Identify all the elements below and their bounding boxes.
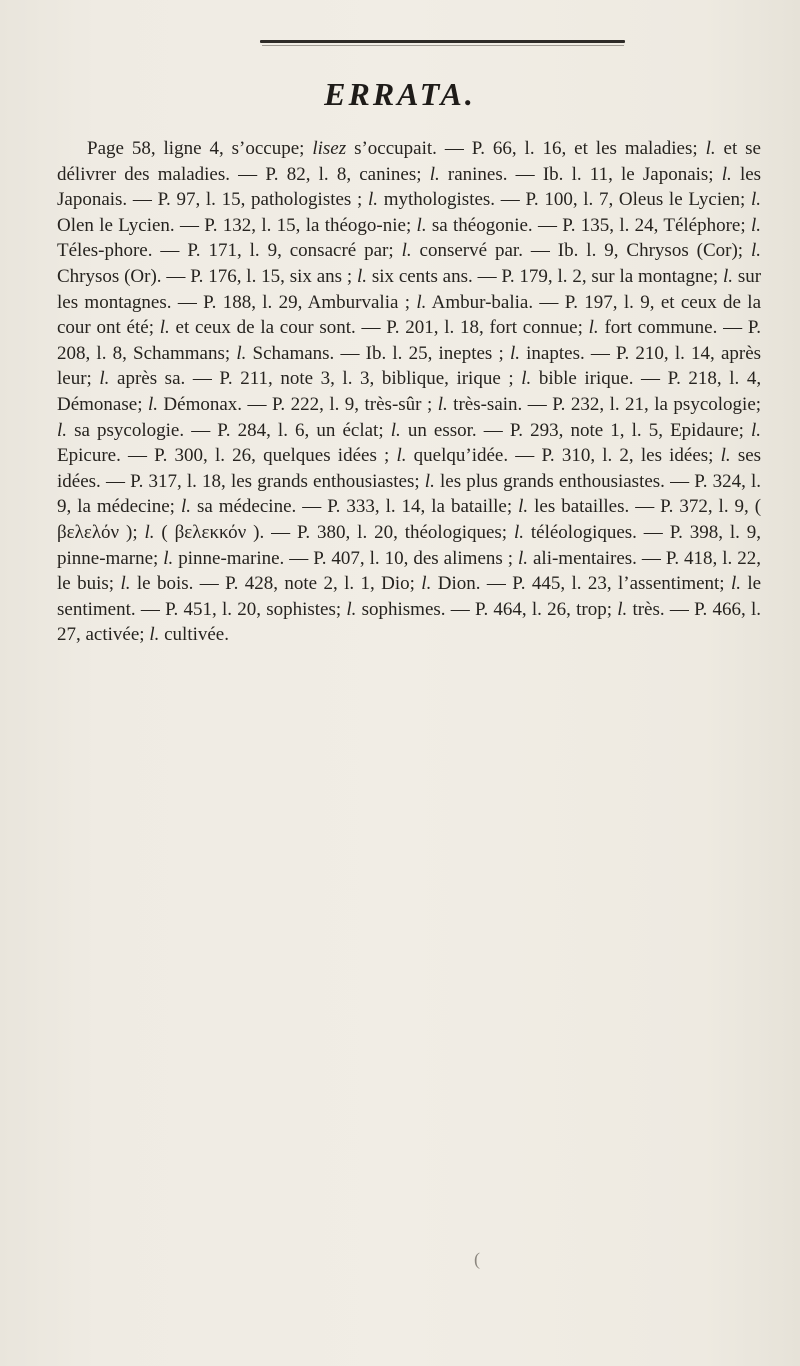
entry-reference: P. 135, l. 24, bbox=[562, 214, 659, 236]
errata-entry bbox=[162, 266, 473, 287]
entry-correction: cultivée. bbox=[164, 624, 229, 646]
entry-error: Amburvalia ; bbox=[307, 291, 411, 313]
errata-entry bbox=[284, 548, 637, 569]
entry-lisez: l. bbox=[429, 163, 440, 185]
entry-separator: — bbox=[174, 214, 205, 236]
entry-correction: le bois. bbox=[136, 573, 194, 595]
entry-reference: P. 300, l. 26, bbox=[154, 445, 256, 467]
entry-lisez: l. bbox=[720, 445, 731, 467]
entry-separator: — bbox=[185, 368, 220, 390]
errata-entry bbox=[264, 522, 637, 543]
entry-error: les grands enthousiastes; bbox=[230, 470, 420, 492]
entry-separator: — bbox=[193, 573, 226, 595]
errata-entry bbox=[193, 573, 480, 594]
entry-correction: Ambur-balia. bbox=[431, 291, 534, 313]
entry-separator: — bbox=[717, 317, 748, 339]
entry-reference: P. 428, note 2, l. 1, bbox=[225, 573, 375, 595]
entry-error: Chrysos (Cor); bbox=[626, 240, 744, 262]
entry-correction: et se délivrer des maladies. bbox=[57, 138, 761, 185]
top-rule-thin bbox=[262, 45, 624, 46]
entry-separator: — bbox=[480, 573, 513, 595]
entry-error: trop; bbox=[576, 598, 612, 620]
entry-error: six ans ; bbox=[289, 265, 353, 287]
entry-reference: Page 58, ligne 4, bbox=[87, 138, 224, 159]
entry-error: et ceux de la cour ont été; bbox=[57, 291, 762, 339]
entry-correction: bible irique. bbox=[538, 368, 634, 390]
errata-entry bbox=[230, 164, 508, 185]
entry-error: la médecine; bbox=[77, 496, 175, 518]
entry-reference: P. 407, l. 10, bbox=[313, 547, 409, 569]
entry-separator: — bbox=[436, 138, 472, 159]
entry-correction: fort commune. bbox=[604, 317, 718, 339]
entry-error: ineptes ; bbox=[438, 342, 504, 364]
entry-reference: P. 464, l. 26, bbox=[474, 598, 571, 620]
entry-lisez: l. bbox=[721, 163, 732, 185]
entry-error: les idées; bbox=[640, 445, 714, 467]
entry-separator: — bbox=[135, 598, 166, 620]
entry-separator: — bbox=[664, 598, 695, 620]
entry-separator: — bbox=[532, 214, 563, 236]
entry-correction: Epicure. bbox=[57, 445, 121, 467]
entry-correction: conservé par. bbox=[419, 240, 523, 262]
entry-error: fort connue; bbox=[489, 317, 583, 339]
entry-reference: P. 222, l. 9, bbox=[271, 393, 360, 415]
entry-reference: P. 232, l. 21, bbox=[552, 393, 649, 415]
entry-error: la théogo-nie; bbox=[305, 214, 412, 236]
errata-entry bbox=[446, 599, 665, 620]
entry-error: sur la montagne; bbox=[591, 265, 719, 287]
entry-error: le buis; bbox=[57, 573, 115, 595]
entry-correction: sa théogonie. bbox=[431, 214, 533, 236]
errata-entry bbox=[127, 189, 495, 210]
entry-correction: mythologistes. bbox=[383, 189, 496, 211]
entry-correction: Dion. bbox=[437, 573, 481, 595]
entry-lisez: l. bbox=[346, 598, 357, 620]
entry-lisez: l. bbox=[144, 521, 155, 543]
entry-reference: P. 445, l. 23, bbox=[512, 573, 612, 595]
entry-lisez: l. bbox=[236, 342, 247, 364]
top-rule bbox=[260, 40, 625, 43]
entry-lisez: l. bbox=[120, 573, 131, 595]
entry-lisez: l. bbox=[147, 393, 158, 415]
entry-error: Oleus le Lycien; bbox=[618, 189, 746, 211]
entry-separator: — bbox=[264, 521, 297, 543]
entry-error: Téléphore; bbox=[663, 214, 746, 236]
entry-correction: ali-mentaires. bbox=[532, 547, 637, 569]
entry-reference: Ib. l. 11, bbox=[542, 163, 613, 185]
entry-error: un éclat; bbox=[316, 419, 384, 441]
entry-separator: — bbox=[152, 240, 188, 262]
entry-error: activée; bbox=[85, 624, 145, 646]
entry-separator: — bbox=[242, 393, 272, 415]
entry-separator: — bbox=[472, 265, 502, 287]
entry-correction: ranines. bbox=[447, 163, 508, 185]
entry-lisez: l. bbox=[751, 189, 762, 211]
entry-error: très-sûr ; bbox=[364, 393, 433, 415]
errata-entry bbox=[121, 445, 508, 466]
entry-reference: P. 211, note 3, l. 3, bbox=[219, 368, 375, 390]
entry-error: biblique, irique ; bbox=[381, 368, 514, 390]
entry-separator: — bbox=[127, 189, 158, 211]
entry-separator: — bbox=[629, 496, 661, 518]
entry-error: la psycologie; bbox=[654, 393, 762, 415]
entry-correction: pinne-marine. bbox=[178, 547, 285, 569]
entry-error: pinne-marne; bbox=[57, 547, 159, 569]
entry-lisez: l. bbox=[180, 496, 191, 518]
entry-lisez: l. bbox=[356, 265, 367, 287]
entry-separator: — bbox=[120, 445, 155, 467]
entry-lisez: l. bbox=[99, 368, 110, 390]
entry-correction: quelqu’idée. bbox=[413, 445, 509, 467]
errata-entry bbox=[87, 138, 437, 159]
entry-reference: P. 380, l. 20, bbox=[296, 521, 398, 543]
entry-error: après leur; bbox=[57, 342, 762, 390]
entry-correction: très-sain. bbox=[453, 393, 523, 415]
entry-lisez: l. bbox=[163, 547, 174, 569]
entry-separator: — bbox=[522, 240, 558, 262]
entry-separator: — bbox=[355, 317, 387, 339]
entry-lisez: l. bbox=[751, 419, 762, 441]
errata-entry bbox=[136, 599, 446, 620]
entry-correction: après sa. bbox=[117, 368, 186, 390]
entry-lisez: l. bbox=[367, 189, 378, 211]
errata-entries bbox=[57, 136, 761, 648]
entry-separator: — bbox=[445, 598, 475, 620]
entry-separator: — bbox=[633, 368, 668, 390]
entry-correction: les batailles. bbox=[534, 496, 630, 518]
entry-separator: — bbox=[636, 521, 670, 543]
entry-separator: — bbox=[184, 419, 218, 441]
entry-separator: — bbox=[495, 189, 526, 211]
entry-lisez: l. bbox=[437, 393, 448, 415]
entry-lisez: l. bbox=[617, 598, 628, 620]
entry-reference: Ib. l. 25, bbox=[365, 342, 433, 364]
entry-lisez: lisez bbox=[312, 138, 347, 159]
entry-correction: les Japonais. bbox=[57, 163, 762, 211]
entry-lisez: l. bbox=[421, 573, 432, 595]
entry-correction: les plus grands enthousiastes. bbox=[439, 470, 665, 492]
entry-error: ( βελελόν ); bbox=[57, 496, 762, 543]
errata-entry bbox=[334, 343, 584, 364]
entry-reference: P. 451, l. 20, bbox=[165, 598, 261, 620]
entry-reference: P. 324, l. 9, bbox=[57, 470, 762, 518]
entry-correction: et ceux de la cour sont. bbox=[175, 317, 356, 339]
entry-reference: P. 179, l. 2, bbox=[501, 265, 587, 287]
entry-lisez: l. bbox=[730, 573, 742, 595]
entry-lisez: l. bbox=[750, 240, 762, 262]
entry-reference: Ib. l. 9, bbox=[557, 240, 619, 262]
entry-correction: Schamans. bbox=[252, 342, 335, 364]
entry-reference: P. 284, l. 6, bbox=[217, 419, 310, 441]
entry-lisez: l. bbox=[401, 240, 412, 262]
entry-error: des alimens ; bbox=[413, 547, 514, 569]
entry-correction: Olen le Lycien. bbox=[57, 214, 175, 236]
entry-correction: sa psycologie. bbox=[74, 419, 185, 441]
entry-separator: — bbox=[284, 547, 314, 569]
entry-correction: Téles-phore. bbox=[57, 240, 153, 262]
entry-reference: P. 176, l. 15, bbox=[190, 265, 285, 287]
entry-error: théologiques; bbox=[404, 521, 508, 543]
entry-separator: — bbox=[230, 163, 266, 185]
entry-lisez: l. bbox=[517, 547, 529, 569]
entry-lisez: l. bbox=[424, 470, 435, 492]
entry-reference: P. 218, l. 4, bbox=[667, 368, 762, 390]
entry-separator: — bbox=[296, 496, 328, 518]
entry-reference: P. 82, l. 8, bbox=[265, 163, 352, 185]
entry-correction: inaptes. bbox=[526, 342, 585, 364]
entry-error: canines; bbox=[359, 163, 422, 185]
entry-reference: P. 100, l. 7, bbox=[525, 189, 614, 211]
entry-correction: s’occupait. bbox=[354, 138, 437, 159]
entry-reference: P. 66, l. 16, bbox=[471, 138, 567, 159]
entry-reference: P. 293, note 1, l. 5, bbox=[509, 419, 663, 441]
entry-reference: P. 171, l. 9, bbox=[187, 240, 282, 262]
entry-separator: — bbox=[476, 419, 510, 441]
errata-title: ERRATA. bbox=[324, 76, 476, 112]
stray-mark: ( bbox=[474, 1249, 480, 1269]
entry-correction: six cents ans. bbox=[371, 265, 473, 287]
entry-error: Schammans; bbox=[133, 342, 231, 364]
entry-correction: ( βελεκκόν ). bbox=[161, 521, 265, 543]
entry-error: s’occupe; bbox=[231, 138, 305, 159]
entry-lisez: l. bbox=[509, 342, 520, 364]
entry-lisez: l. bbox=[396, 445, 407, 467]
entry-error: pathologistes ; bbox=[251, 189, 363, 211]
entry-lisez: l. bbox=[723, 265, 734, 287]
entry-lisez: l. bbox=[57, 419, 68, 441]
entry-reference: P. 333, l. 14, bbox=[327, 496, 426, 518]
entry-separator: — bbox=[636, 547, 666, 569]
entry-reference: P. 132, l. 15, bbox=[204, 214, 301, 236]
entry-reference: P. 418, l. 22, bbox=[665, 547, 762, 569]
entry-separator: — bbox=[522, 393, 553, 415]
entry-separator: — bbox=[533, 291, 565, 313]
entry-lisez: l. bbox=[518, 496, 529, 518]
entry-error: le Japonais; bbox=[621, 163, 714, 185]
entry-separator: — bbox=[507, 163, 543, 185]
entry-reference: P. 201, l. 18, bbox=[386, 317, 484, 339]
entry-reference: P. 188, l. 29, bbox=[203, 291, 303, 313]
entry-reference: P. 317, l. 18, bbox=[130, 470, 226, 492]
entry-lisez: l. bbox=[159, 317, 170, 339]
entry-correction: le sentiment. bbox=[57, 573, 762, 620]
entry-error: et les maladies; bbox=[574, 138, 698, 159]
entry-error: Démonase; bbox=[57, 393, 143, 415]
entry-error: la bataille; bbox=[431, 496, 513, 518]
entry-error: quelques idées ; bbox=[263, 445, 390, 467]
entry-lisez: l. bbox=[588, 317, 599, 339]
entry-correction: ses idées. bbox=[57, 445, 762, 492]
entry-correction: très. bbox=[632, 598, 665, 620]
entry-correction: Démonax. bbox=[163, 393, 243, 415]
entry-lisez: l. bbox=[521, 368, 532, 390]
entry-error: Epidaure; bbox=[670, 419, 744, 441]
entry-lisez: l. bbox=[416, 214, 427, 236]
entry-separator: — bbox=[334, 342, 366, 364]
entry-reference: P. 208, l. 8, bbox=[57, 317, 762, 364]
entry-lisez: l. bbox=[149, 624, 160, 646]
errata-entry bbox=[296, 496, 629, 517]
entry-error: l’assentiment; bbox=[618, 573, 725, 595]
entry-correction: sa médecine. bbox=[196, 496, 297, 518]
errata-entry bbox=[175, 215, 533, 236]
entry-correction: sophismes. bbox=[361, 598, 446, 620]
errata-entry bbox=[101, 471, 665, 492]
errata-entry bbox=[172, 292, 534, 313]
errata-entry bbox=[185, 368, 633, 389]
entry-lisez: l. bbox=[513, 521, 524, 543]
entry-correction: téléologiques. bbox=[530, 521, 637, 543]
entry-reference: P. 310, l. 2, bbox=[541, 445, 634, 467]
entry-reference: P. 398, l. 9, bbox=[669, 521, 762, 543]
entry-separator: — bbox=[664, 470, 695, 492]
entry-reference: P. 372, l. 9, bbox=[660, 496, 749, 518]
entry-separator: — bbox=[171, 291, 204, 313]
entry-reference: P. 97, l. 15, bbox=[157, 189, 246, 211]
entry-reference: P. 466, l. 27, bbox=[57, 598, 762, 646]
errata-entry bbox=[152, 240, 522, 261]
entry-error: sophistes; bbox=[266, 598, 342, 620]
entry-separator: — bbox=[508, 445, 542, 467]
entry-separator: — bbox=[584, 342, 617, 364]
entry-lisez: l. bbox=[705, 138, 716, 159]
entry-error: consacré par; bbox=[289, 240, 394, 262]
entry-correction: un essor. bbox=[407, 419, 477, 441]
entry-error: Dio; bbox=[381, 573, 415, 595]
entry-separator: — bbox=[100, 470, 131, 492]
errata-entry bbox=[184, 420, 477, 441]
entry-lisez: l. bbox=[750, 214, 761, 236]
entry-lisez: l. bbox=[416, 291, 427, 313]
entry-correction: Chrysos (Or). bbox=[57, 265, 162, 287]
entry-reference: P. 197, l. 9, bbox=[564, 291, 655, 313]
entry-reference: P. 210, l. 14, bbox=[616, 342, 715, 364]
errata-entry bbox=[242, 394, 522, 415]
entry-lisez: l. bbox=[390, 419, 401, 441]
entry-correction: sur les montagnes. bbox=[57, 265, 762, 313]
errata-entry bbox=[356, 317, 718, 338]
entry-separator: — bbox=[161, 265, 191, 287]
